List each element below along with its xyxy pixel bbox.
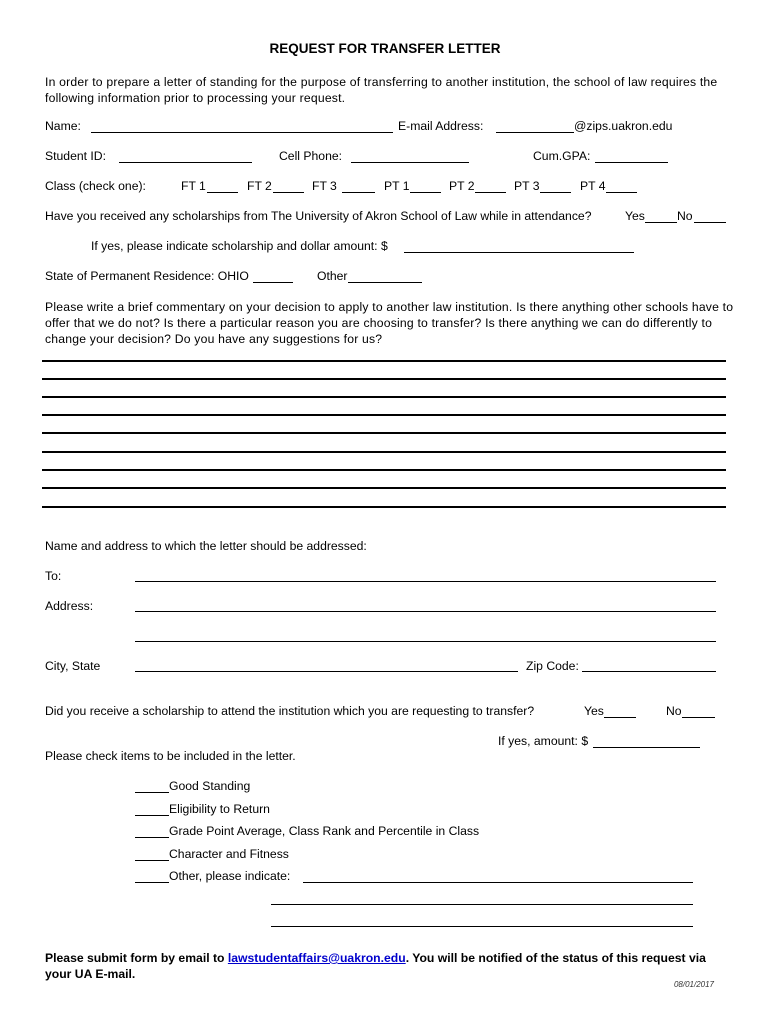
scholarship-no-label: No (677, 209, 693, 223)
amount-field[interactable] (593, 747, 700, 748)
zip-field[interactable] (582, 671, 716, 672)
item-other: Other, please indicate: (169, 869, 291, 883)
commentary-line-1[interactable] (42, 360, 726, 362)
scholarship-amount-label: If yes, please indicate scholarship and dollar amount: $ (91, 239, 388, 253)
form-date: 08/01/2017 (673, 980, 714, 989)
class-label: Class (check one): (45, 179, 146, 193)
class-option-ft2-field[interactable] (273, 192, 304, 193)
class-option-ft1-field[interactable] (207, 192, 238, 193)
cell-phone-label: Cell Phone: (279, 149, 343, 163)
residence-ohio-field[interactable] (253, 282, 293, 283)
item-other-text-3[interactable] (271, 926, 693, 927)
address-label: Address: (45, 599, 94, 613)
scholarship-yes-label: Yes (625, 209, 645, 223)
item-good-standing-field[interactable] (135, 792, 169, 793)
scholarship-yes-field[interactable] (645, 222, 677, 223)
student-id-field[interactable] (119, 162, 252, 163)
item-character-field[interactable] (135, 860, 169, 861)
class-option-pt4-field[interactable] (606, 192, 637, 193)
class-option-pt2-field[interactable] (475, 192, 506, 193)
name-field[interactable] (91, 132, 393, 133)
address-heading: Name and address to which the letter should be addressed: (45, 539, 367, 553)
commentary-line-4[interactable] (42, 414, 726, 416)
to-label: To: (45, 569, 62, 583)
city-state-field[interactable] (135, 671, 518, 672)
item-eligibility: Eligibility to Return (169, 802, 270, 816)
submit-text-post: . You will be notified of the status of this request via your UA E-mail. (45, 951, 706, 981)
commentary-line-9[interactable] (42, 506, 726, 508)
class-option-ft1: FT 1 (181, 179, 206, 193)
cell-phone-field[interactable] (351, 162, 469, 163)
class-option-pt4: PT 4 (580, 179, 606, 193)
submit-email-link[interactable]: lawstudentaffairs@uakron.edu (227, 951, 406, 965)
address-field-1[interactable] (135, 611, 716, 612)
item-gpa-rank: Grade Point Average, Class Rank and Percentile in Class (169, 824, 480, 838)
gpa-field[interactable] (595, 162, 668, 163)
email-field[interactable] (496, 132, 574, 133)
scholarship-question: Have you received any scholarships from The University of Akron School of Law while in attendance? (45, 209, 592, 223)
student-id-label: Student ID: (45, 149, 106, 163)
check-items-label: Please check items to be included in the letter. (45, 749, 296, 763)
residence-other-field[interactable] (348, 282, 422, 283)
commentary-line-3[interactable] (42, 396, 726, 398)
scholarship-no-field[interactable] (694, 222, 726, 223)
transfer-yes-label: Yes (584, 704, 604, 718)
item-other-text-1[interactable] (303, 882, 693, 883)
item-other-field[interactable] (135, 882, 169, 883)
name-label: Name: (45, 119, 81, 133)
to-field[interactable] (135, 581, 716, 582)
gpa-label: Cum.GPA: (533, 149, 591, 163)
scholarship-amount-field[interactable] (404, 252, 634, 253)
commentary-prompt: Please write a brief commentary on your decision to apply to another law institution. Is there anything other schools have to offer that we do not? Is there a particular reason you are choosing to transfer? Is there anything we can do differently to change your decision? Do you have any suggestions for us? (45, 300, 734, 346)
submit-text-pre: Please submit form by email to (45, 951, 228, 965)
class-option-pt1-field[interactable] (410, 192, 441, 193)
transfer-yes-field[interactable] (604, 717, 636, 718)
submit-instructions (45, 950, 735, 982)
item-eligibility-field[interactable] (135, 815, 169, 816)
page-title: REQUEST FOR TRANSFER LETTER (269, 41, 501, 56)
class-option-pt3-field[interactable] (540, 192, 571, 193)
residence-label: State of Permanent Residence: OHIO (45, 269, 249, 283)
class-option-pt1: PT 1 (384, 179, 410, 193)
class-option-ft3: FT 3 (312, 179, 337, 193)
class-option-pt2: PT 2 (449, 179, 475, 193)
address-field-2[interactable] (135, 641, 716, 642)
class-option-ft2: FT 2 (247, 179, 272, 193)
transfer-no-field[interactable] (682, 717, 715, 718)
item-character: Character and Fitness (169, 847, 289, 861)
intro-text: In order to prepare a letter of standing for the purpose of transferring to another institution, the school of law requires the following information prior to processing your request. (45, 75, 718, 105)
item-good-standing: Good Standing (169, 779, 251, 793)
item-gpa-rank-field[interactable] (135, 837, 169, 838)
email-domain: @zips.uakron.edu (574, 119, 673, 133)
class-option-pt3: PT 3 (514, 179, 540, 193)
email-label: E-mail Address: (398, 119, 484, 133)
commentary-line-6[interactable] (42, 451, 726, 453)
zip-label: Zip Code: (526, 659, 579, 673)
transfer-no-label: No (666, 704, 682, 718)
city-state-label: City, State (45, 659, 101, 673)
commentary-line-8[interactable] (42, 487, 726, 489)
transfer-scholarship-question: Did you receive a scholarship to attend the institution which you are requesting to transfer? (45, 704, 535, 718)
residence-other-label: Other (317, 269, 348, 283)
commentary-line-7[interactable] (42, 469, 726, 471)
class-option-ft3-field[interactable] (342, 192, 375, 193)
item-other-text-2[interactable] (271, 904, 693, 905)
commentary-line-5[interactable] (42, 432, 726, 434)
amount-label: If yes, amount: $ (498, 734, 589, 748)
commentary-line-2[interactable] (42, 378, 726, 380)
